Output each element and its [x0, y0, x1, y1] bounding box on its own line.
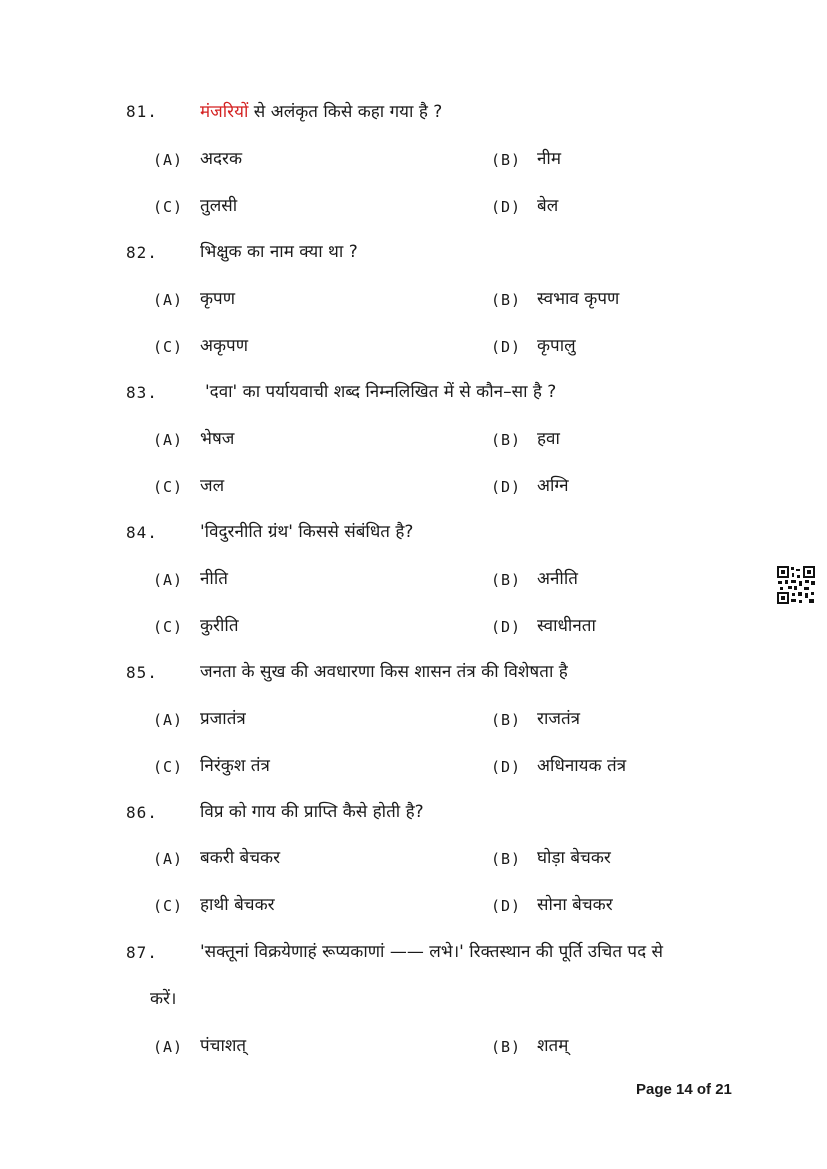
option-label: (C)	[153, 758, 184, 776]
question-text-continued: करें।	[150, 989, 177, 1009]
page-indicator: Page 14 of 21	[636, 1081, 732, 1098]
option-label: (C)	[153, 897, 184, 915]
option-text: स्वभाव कृपण	[537, 289, 620, 309]
question-text: 'दवा' का पर्यायवाची शब्द निम्नलिखित में से कौन–सा है ?	[205, 382, 557, 402]
question-number: 84.	[126, 523, 158, 542]
option-label: (C)	[153, 618, 184, 636]
option-label: (A)	[153, 291, 184, 309]
option-label: (C)	[153, 478, 184, 496]
question-number: 86.	[126, 803, 158, 822]
question-text: 'विदुरनीति ग्रंथ' किससे संबंधित है?	[200, 522, 414, 542]
question-text: विप्र को गाय की प्राप्ति कैसे होती है?	[200, 802, 424, 822]
question-number: 81.	[126, 102, 158, 121]
option-label: (D)	[491, 478, 522, 496]
page-total: 21	[715, 1081, 732, 1098]
option-label: (C)	[153, 198, 184, 216]
option-label: (A)	[153, 571, 184, 589]
option-text: नीति	[200, 569, 228, 589]
highlighted-word: मंजरियों	[200, 102, 249, 122]
option-label: (A)	[153, 431, 184, 449]
option-label: (A)	[153, 711, 184, 729]
option-label: (A)	[153, 850, 184, 868]
option-text: पंचाशत्	[200, 1036, 247, 1056]
option-label: (B)	[491, 1038, 522, 1056]
option-text: हवा	[537, 429, 560, 449]
option-label: (C)	[153, 338, 184, 356]
option-label: (D)	[491, 897, 522, 915]
option-label: (A)	[153, 151, 184, 169]
question-text: भिक्षुक का नाम क्या था ?	[200, 242, 358, 262]
question-number: 87.	[126, 943, 158, 962]
option-text: तुलसी	[200, 196, 238, 216]
option-label: (B)	[491, 291, 522, 309]
question-text-rest: से अलंकृत किसे कहा गया है ?	[248, 102, 443, 122]
option-text: बेल	[537, 196, 559, 216]
question-text: 'सक्तूनां विक्रयेणाहं रूप्यकाणां —— लभे।' रिक्तस्थान की पूर्ति उचित पद से	[200, 942, 663, 962]
page-current: 14	[676, 1081, 693, 1098]
option-label: (B)	[491, 151, 522, 169]
option-text: अदरक	[200, 149, 243, 169]
option-text: बकरी बेचकर	[200, 848, 281, 868]
option-text: घोड़ा बेचकर	[537, 848, 611, 868]
question-number: 85.	[126, 663, 158, 682]
option-text: अकृपण	[200, 336, 248, 356]
option-label: (D)	[491, 618, 522, 636]
option-label: (B)	[491, 431, 522, 449]
option-text: अधिनायक तंत्र	[537, 756, 627, 776]
option-text: निरंकुश तंत्र	[200, 756, 270, 776]
option-text: कृपालु	[537, 336, 576, 356]
option-text: प्रजातंत्र	[200, 709, 246, 729]
option-text: अग्नि	[537, 476, 569, 496]
option-label: (B)	[491, 850, 522, 868]
option-label: (D)	[491, 758, 522, 776]
option-text: जल	[200, 476, 225, 496]
option-text: अनीति	[537, 569, 578, 589]
option-label: (B)	[491, 571, 522, 589]
question-number: 82.	[126, 243, 158, 262]
question-text	[200, 99, 442, 122]
option-text: स्वाधीनता	[537, 616, 596, 636]
option-text: कुरीति	[200, 616, 239, 636]
question-number: 83.	[126, 383, 158, 402]
option-label: (D)	[491, 198, 522, 216]
option-label: (D)	[491, 338, 522, 356]
option-label: (B)	[491, 711, 522, 729]
option-text: नीम	[537, 149, 562, 169]
option-label: (A)	[153, 1038, 184, 1056]
option-text: शतम्	[537, 1036, 569, 1056]
option-text: भेषज	[200, 429, 235, 449]
option-text: कृपण	[200, 289, 236, 309]
option-text: हाथी बेचकर	[200, 895, 275, 915]
question-text: जनता के सुख की अवधारणा किस शासन तंत्र की विशेषता है	[200, 662, 568, 682]
option-text: राजतंत्र	[537, 709, 581, 729]
qr-code-icon	[776, 565, 816, 605]
option-text: सोना बेचकर	[537, 895, 613, 915]
